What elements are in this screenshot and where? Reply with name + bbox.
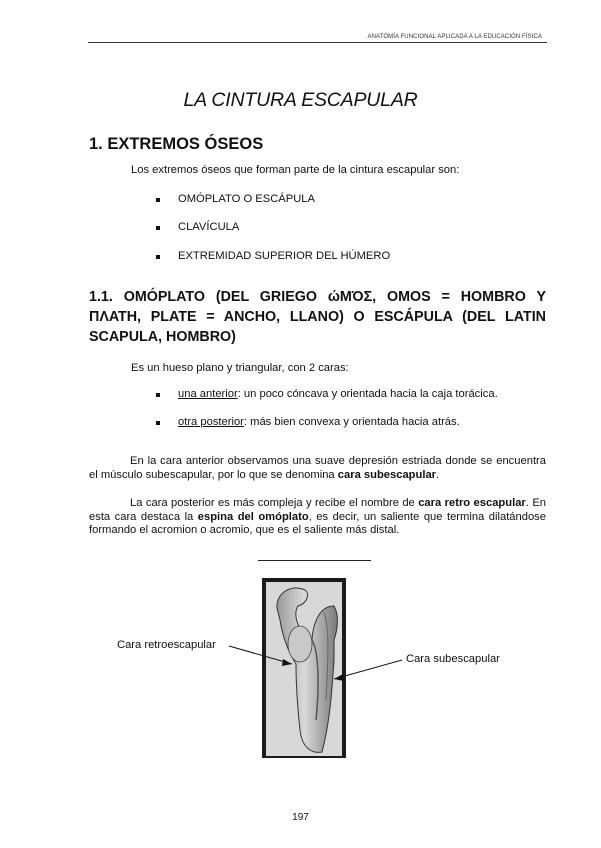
label-cara-retroescapular: Cara retroescapular [117,639,216,651]
scapula-figure [0,560,601,760]
header-rule [88,42,547,43]
list-item: una anterior: un poco cóncava y orientada hacia la caja torácica. [157,388,498,400]
list-item: CLAVÍCULA [157,221,239,233]
page-title: LA CINTURA ESCAPULAR [183,89,418,111]
page-number: 197 [292,812,309,823]
section11-intro: Es un hueso plano y triangular, con 2 caras: [131,362,349,374]
face-term: una anterior [178,388,238,400]
list-item: EXTREMIDAD SUPERIOR DEL HÚMERO [157,250,390,262]
list-item: otra posterior: más bien convexa y orientada hacia atrás. [157,416,460,428]
label-cara-subescapular: Cara subescapular [406,653,500,665]
scapula-illustration [0,560,601,760]
running-header: ANATOMÍA FUNCIONAL APLICADA A LA EDUCACIÓN FÍSICA [367,34,542,40]
paragraph-anterior: En la cara anterior observamos una suave depresión estriada donde se encuentra el músculo subescapular, por lo que se denomina cara subescapular. [89,455,546,481]
paragraph-posterior: La cara posterior es más compleja y recibe el nombre de cara retro escapular. En esta cara destaca la espina del omóplato, es decir, un saliente que termina dilatándose formando el acromion o acromio, que es el saliente más distal. [89,497,547,536]
section1-intro: Los extremos óseos que forman parte de la cintura escapular son: [131,164,460,176]
list-item: OMÓPLATO O ESCÁPULA [157,193,315,205]
glenoid-cavity [288,626,312,662]
section-heading-1-1: 1.1. OMÓPLATO (DEL GRIEGO ώΜΌΣ, OMOS = HOMBRO Y ΠΛΑΤΗ, PLATE = ANCHO, LLANO) O ESCÁPULA (DEL LATIN SCAPULA, HOMBRO) [89,289,546,345]
face-term: otra posterior [178,416,244,428]
section-heading-1: 1. EXTREMOS ÓSEOS [89,135,264,153]
